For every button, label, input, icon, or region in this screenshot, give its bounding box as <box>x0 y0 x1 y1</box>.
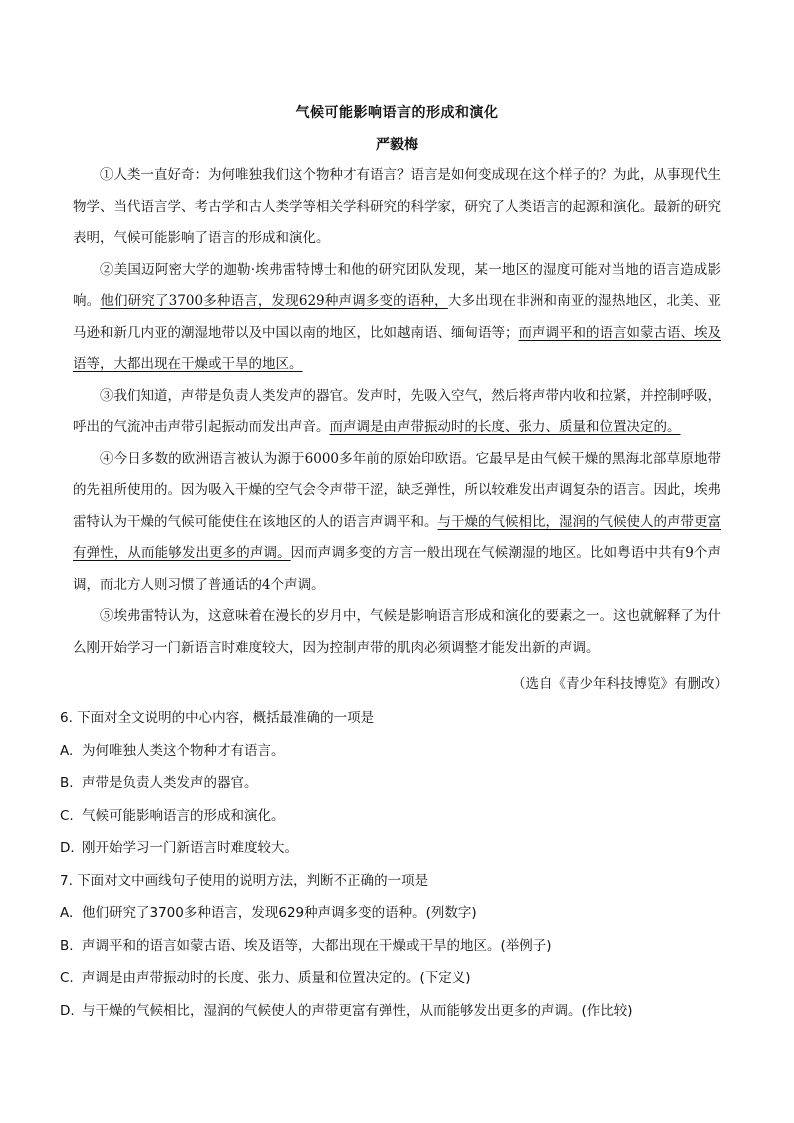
question-stem: 6. 下面对全文说明的中心内容，概括最准确的一项是 <box>60 710 375 726</box>
article-author: 严毅梅 <box>376 137 418 153</box>
answer-option <box>60 735 740 768</box>
option-text: 气候可能影响语言的形成和演化。 <box>82 807 285 824</box>
question-block <box>60 702 740 865</box>
option-text: 他们研究了3700多种语言，发现629种声调多变的语种。(列数字) <box>82 905 477 921</box>
paragraph-text: ⑤埃弗雷特认为，这意味着在漫长的岁月中，气候是影响语言形成和演化的要素之一。这也就解释了为什么刚开始学习一门新语言时难度较大，因为控制声带的肌肉必须调整才能发出新的声调。 <box>73 608 721 656</box>
paragraph-text: 因而声调多变的方言一般出现在气候潮湿的地区。比如粤语中共有9个声调，而北方人则习惯了普通话的4个声调。 <box>73 545 721 593</box>
option-text: 声调是由声带振动时的长度、张力、质量和位置决定的。(下定义) <box>82 970 471 986</box>
answer-option <box>60 767 740 800</box>
article-paragraph <box>73 381 721 444</box>
article-paragraph <box>73 160 721 255</box>
option-text: 刚开始学习一门新语言时难度较大。 <box>82 840 298 856</box>
option-letter: D. <box>60 840 75 856</box>
answer-option <box>60 995 740 1028</box>
underlined-sentence: 他们研究了3700多种语言，发现629种声调多变的语种， <box>100 293 448 309</box>
article-body <box>73 160 721 664</box>
option-letter: B. <box>60 937 74 954</box>
answer-option <box>60 930 740 963</box>
option-text: 声调平和的语言如蒙古语、埃及语等，大都出现在干燥或干旱的地区。(举例子) <box>82 937 552 954</box>
paragraph-text: ③我们知道，声带是负责人类发声的器官。发声时，先吸入空气，然后将声带内收和拉紧，并控制呼吸，呼出的气流冲击声带引起振动而发出声音。 <box>73 387 721 435</box>
option-letter: A. <box>60 742 74 759</box>
paragraph-text: ④今日多数的欧洲语言被认为源于6000多年前的原始印欧语。它最早是由气候干燥的黑海北部草原地带的先祖所使用的。因为吸入干燥的空气会令声带干涩，缺乏弹性，所以较难发出声调复杂的语言。因此，埃弗雷特认为干燥的气候可能使住在该地区的人的语言声调平和。 <box>73 450 721 530</box>
paragraph-text: 大多出现在非洲和南亚的湿热地区，北美、亚马逊和新几内亚的潮湿地带以及中国以南的地区，比如越南语、缅甸语等； <box>73 293 722 341</box>
option-letter: C. <box>60 807 74 824</box>
question-block <box>60 865 740 1028</box>
option-letter: D. <box>60 1002 75 1019</box>
paragraph-text: ②美国迈阿密大学的迦勒·埃弗雷特博士和他的研究团队发现，某一地区的湿度可能对当地的语言造成影响。 <box>73 261 721 309</box>
answer-option <box>60 800 740 833</box>
article-title: 气候可能影响语言的形成和演化 <box>295 105 499 121</box>
option-text: 与干燥的气候相比，湿润的气候使人的声带更富有弹性，从而能够发出更多的声调。(作比较) <box>82 1002 633 1019</box>
option-letter: C. <box>60 970 74 986</box>
option-text: 声带是负责人类发声的器官。 <box>82 775 258 791</box>
answer-option <box>60 897 740 930</box>
question-section <box>60 702 740 1027</box>
underlined-sentence: 与干燥的气候相比，湿润的气候使人的声带更富有弹性，从而能够发出更多的声调。 <box>73 513 721 561</box>
question-stem: 7. 下面对文中画线句子使用的说明方法，判断不正确的一项是 <box>60 872 429 889</box>
underlined-sentence: 而声调平和的语言如蒙古语、埃及语等，大都出现在干燥或干旱的地区。 <box>73 324 721 372</box>
option-letter: B. <box>60 775 74 791</box>
answer-option <box>60 962 740 995</box>
underlined-sentence: 而声调是由声带振动时的长度、张力、质量和位置决定的。 <box>329 419 681 435</box>
answer-option <box>60 832 740 865</box>
option-text: 为何唯独人类这个物种才有语言。 <box>82 742 285 759</box>
article-paragraph <box>73 444 721 602</box>
paragraph-text: ①人类一直好奇：为何唯独我们这个物种才有语言？语言是如何变成现在这个样子的？为此，从事现代生物学、当代语言学、考古学和古人类学等相关学科研究的科学家，研究了人类语言的起源和演化。最新的研究表明，气候可能影响了语言的形成和演化。 <box>73 167 721 246</box>
article-source: （选自《青少年科技博览》有删改） <box>512 676 728 692</box>
article-paragraph <box>73 601 721 664</box>
option-letter: A. <box>60 905 74 921</box>
article-paragraph <box>73 255 721 381</box>
